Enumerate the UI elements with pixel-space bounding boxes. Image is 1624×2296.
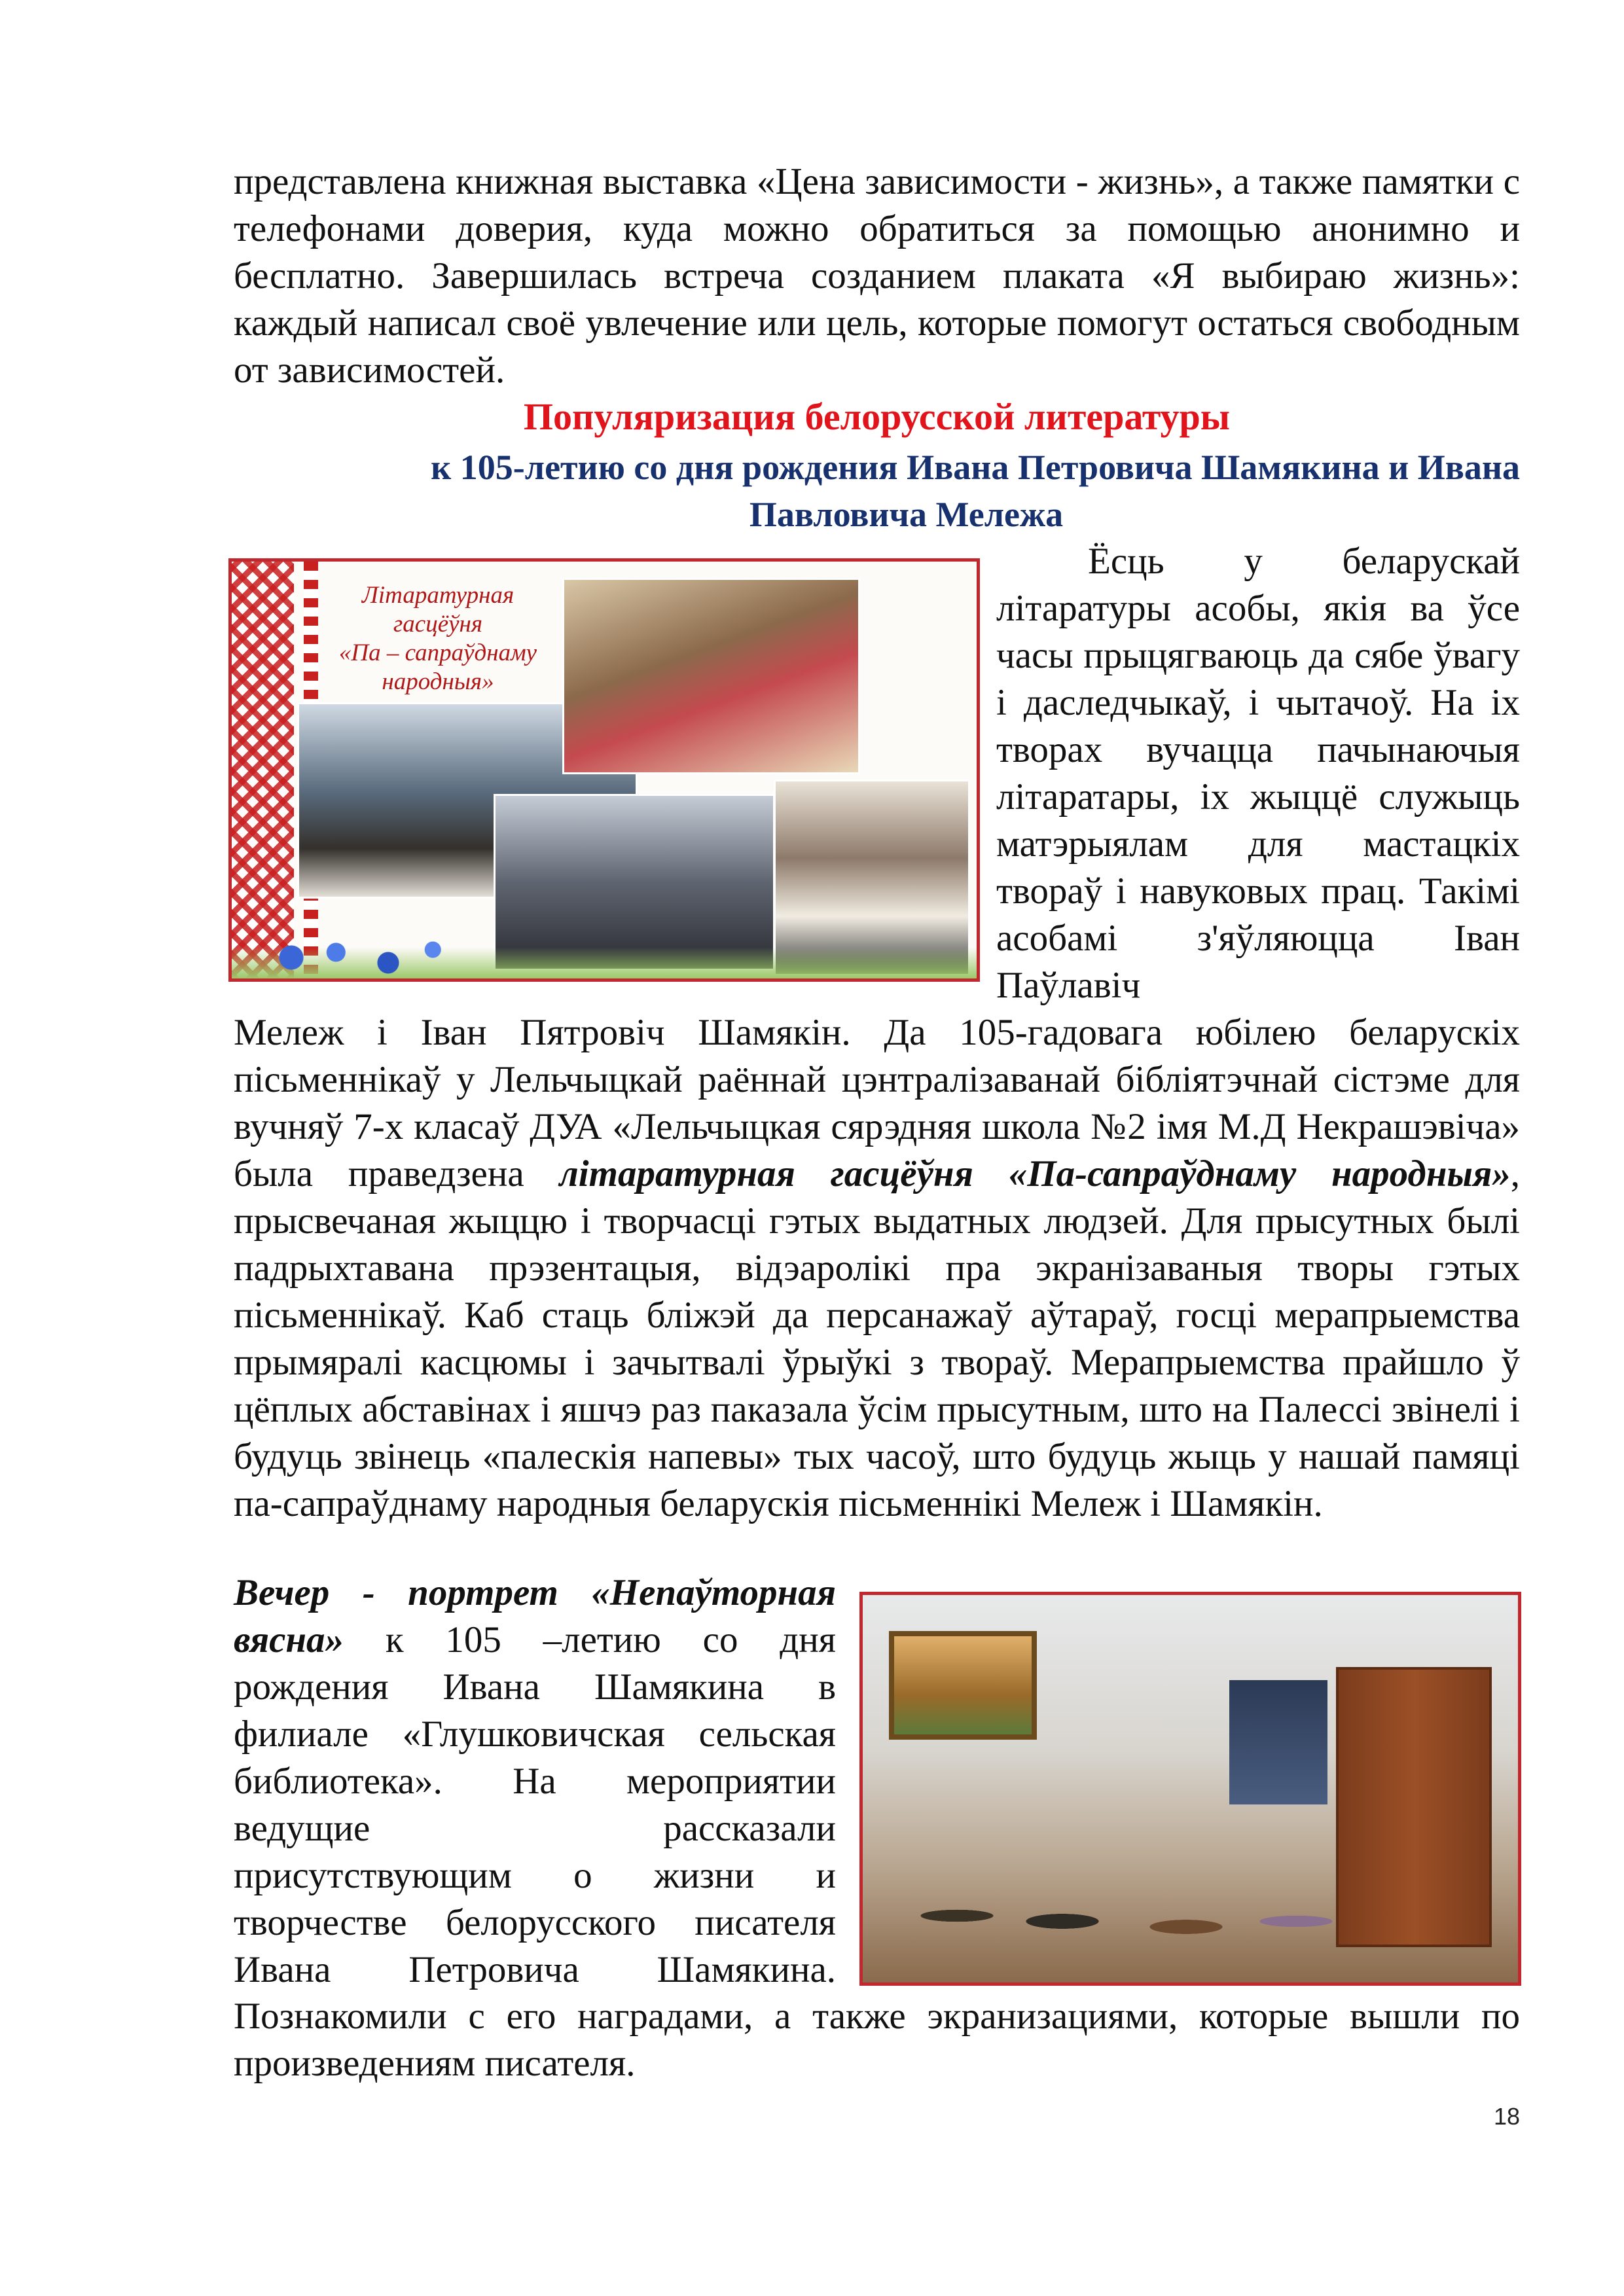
evening-portrait-event-photo [859, 1592, 1521, 1986]
intro-paragraph: представлена книжная выставка «Цена зависимости - жизнь», а также памятки с телефонами доверия, куда можно обратиться за помощью анонимно и бесплатно. Завершилась встреча созданием плаката «Я выбираю жизнь»: каждый написал своё увлечение или цель, которые помогут остаться свободным от зависимостей. [234, 161, 1520, 391]
photo-hosts-at-shelves [562, 578, 860, 774]
collage-caption-line1: Літаратурная гасцёўня [361, 582, 514, 637]
evening-article-continued [234, 1993, 1520, 2087]
belarus-article-part1: Ёсць у беларускай літаратуры асобы, якія ва ўсе часы прыцягваюць да сябе ўвагу і даследчыкаў, і чытачоў. На іх творах вучацца пачынаючыя літаратары, іх жыццё служыць матэрыялам для мастацкіх твораў і навуковых прац. Такімі асобамі з'яўляюцца Іван Паўлавіч [996, 541, 1520, 1006]
section-subtitle-line2: Павловича Мележа [749, 495, 1064, 534]
evening-article-text: к 105 –летию со дня рождения Ивана Шамякина в филиале «Глушковичская сельская библиотека». На мероприятии ведущие рассказали присутствующим о жизни и творчестве белорусского писателя Ивана Петровича Шамякина. [234, 1619, 836, 1990]
evening-article-beside-figure [234, 1570, 836, 1994]
belarus-article-text-a: Мележ і Іван Пятровіч Шамякін. Да 105-гадовага юбілею беларускіх пісьменнікаў у Лельчыцкай раённай цэнтралізаванай бібліятэчнай сістэме для вучняў 7-х класаў ДУА «Лельчыцкая сярэдняя школа №2 імя М.Д Некрашэвіча» была праведзена [234, 1012, 1520, 1194]
event-name-emphasis: літаратурная гасцёўня «Па-сапраўднаму народныя» [559, 1153, 1511, 1194]
section-title: Популяризация белорусской литературы [523, 395, 1231, 438]
belarus-article-continued [234, 1009, 1520, 1528]
section-subtitle [234, 444, 1520, 538]
presentation-stand [1229, 1680, 1327, 1804]
evening-article-part1 [234, 1570, 836, 1994]
evening-event-title: Вечер - портрет «Непаўторная вясна» [234, 1572, 836, 1660]
children-audience [902, 1871, 1360, 1982]
literary-lounge-photo-collage [228, 558, 980, 982]
collage-caption [330, 581, 546, 696]
belarus-article-text-b: , прысвечаная жыццю і творчасці гэтых выдатных людзей. Для прысутных былі падрыхтавана прэзентацыя, відэаролікі пра экранізаваныя творы гэтых пісьменнікаў. Каб стаць бліжэй да персанажаў аўтараў, госці мерапрыемства прымяралі касцюмы і зачытвалі ўрыўкі з твораў. Мерапрыемства прайшло ў цёплых абставінах і яшчэ раз паказала ўсім прысутным, што на Палессі звінелі і будуць звінець «палескія напевы» тых часоў, што будуць жыць у нашай памяці па-сапраўднаму народныя беларускія пісьменнікі Мележ і Шамякін. [234, 1153, 1521, 1524]
intro-paragraph-block [234, 158, 1520, 394]
cornflower-decoration [232, 926, 977, 978]
belarus-article-part2 [234, 1009, 1520, 1528]
embroidery-ornament-left [232, 562, 294, 978]
section-subtitle-line1: к 105-летию со дня рождения Ивана Петровича Шамякина и Ивана [431, 448, 1520, 487]
wall-painting [889, 1631, 1037, 1740]
collage-caption-line2: «Па – сапраўднаму народныя» [338, 639, 537, 695]
evening-article-part2: Познакомили с его наградами, а также экранизациями, которые вышли по произведениям писателя. [234, 1996, 1520, 2084]
page-number: 18 [1493, 2103, 1520, 2130]
belarus-article-beside-figure [996, 538, 1520, 1009]
